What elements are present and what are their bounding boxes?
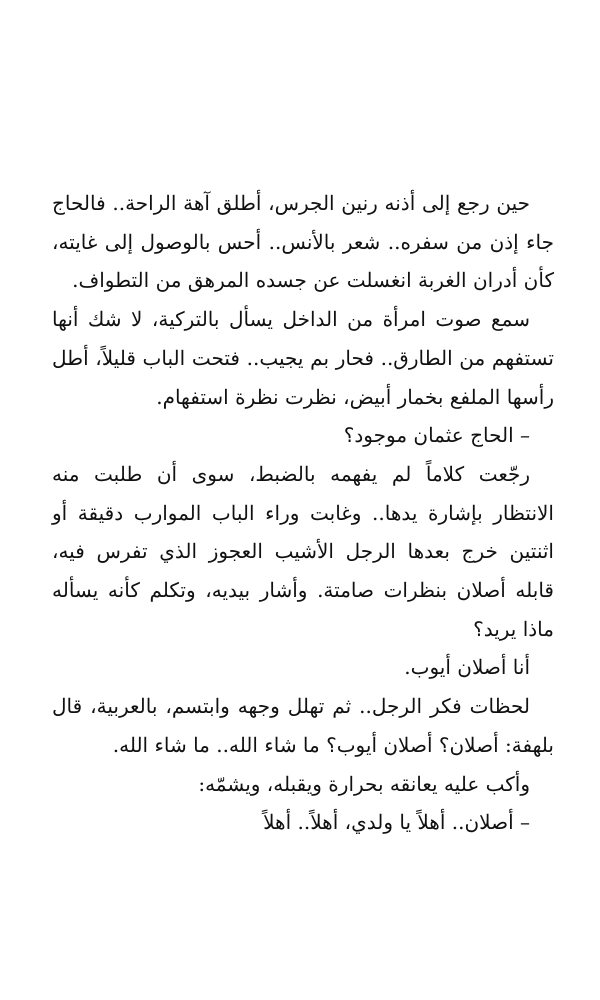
paragraph-5: أنا أصلان أيوب. — [404, 655, 530, 680]
paragraph-4: رجّعت كلاماً لم يفهمه بالضبط، سوى أن طلبت منه الانتظار بإشارة يدها.. وغابت وراء الباب الموارب دقيقة أو اثنتين خرج بعدها الرجل الأشيب العجوز الذي تفرس فيه، قابله أصلان بنظرات صامتة. وأشار بيديه، وتكلم كأنه يسأله ماذا يريد؟ — [52, 461, 554, 641]
paragraph-7: وأكب عليه يعانقه بحرارة ويقبله، ويشمّه: — [198, 771, 530, 796]
paragraph-8: – أصلان.. أهلاً يا ولدي، أهلاً.. أهلاً — [263, 810, 530, 835]
paragraph-3: – الحاج عثمان موجود؟ — [343, 423, 530, 448]
paragraph-6: لحظات فكر الرجل.. ثم تهلل وجهه وابتسم، بالعربية، قال بلهفة: أصلان؟ أصلان أيوب؟ ما شاء الله.. ما شاء الله. — [52, 694, 554, 757]
paragraph-2: سمع صوت امرأة من الداخل يسأل بالتركية، لا شك أنها تستفهم من الطارق.. فحار بم يجيب.. فتحت الباب قليلاً، أطل رأسها الملفع بخمار أبيض، نظرت نظرة استفهام. — [52, 307, 554, 409]
body-text — [52, 184, 554, 842]
paragraph-1: حين رجع إلى أذنه رنين الجرس، أطلق آهة الراحة.. فالحاج جاء إذن من سفره.. شعر بالأنس.. أحس بالوصول إلى غايته، كأن أدران الغربة انغسلت عن جسده المرهق من التطواف. — [52, 191, 554, 293]
